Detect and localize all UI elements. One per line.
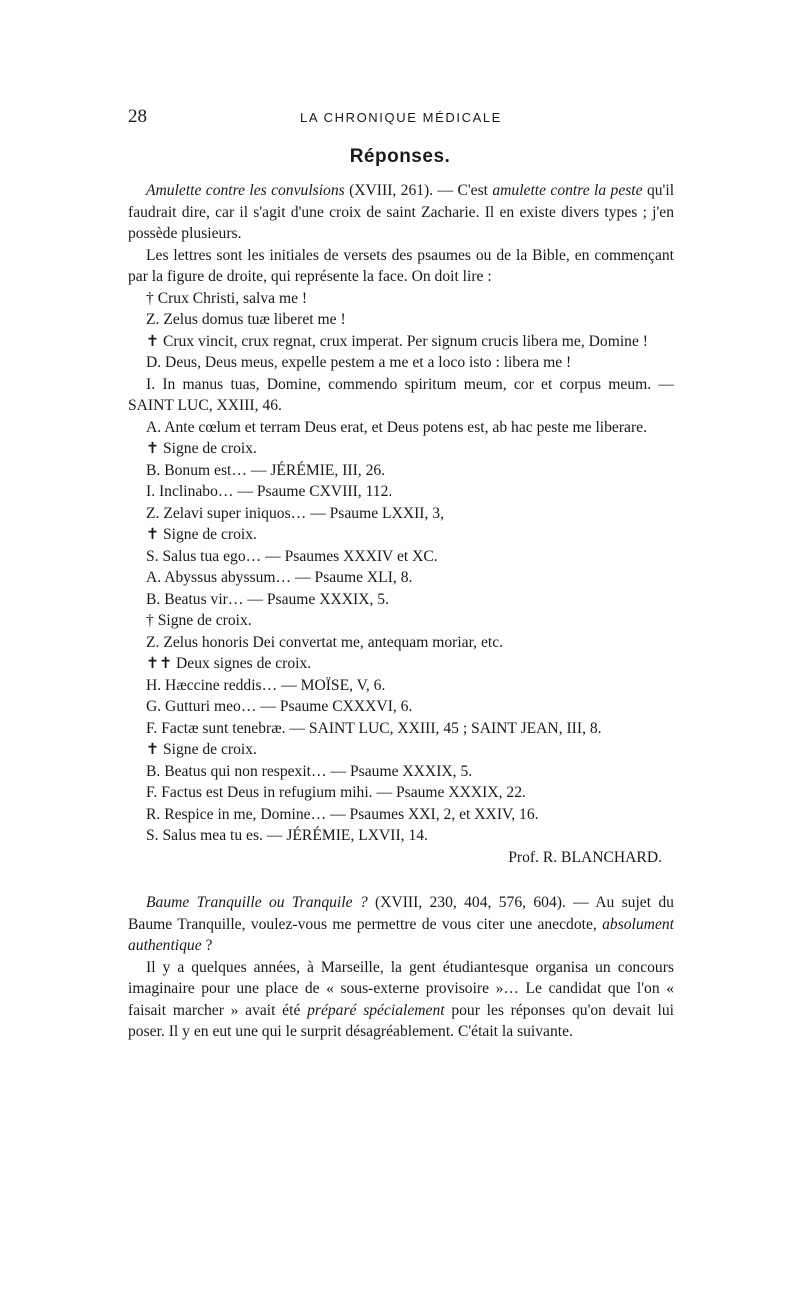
article2-intro [128,892,674,957]
verse-line: G. Gutturi meo… — Psaume CXXXVI, 6. [146,698,413,715]
verse-line: I. In manus tuas, Domine, commendo spiritum meum, cor et corpus meum. — SAINT LUC, XXIII, 46. [128,375,674,414]
verse-line: Z. Zelavi super iniquos… — Psaume LXXII, 3, [146,504,444,522]
article1-intro [128,180,674,245]
verse-line: A. Abyssus abyssum… — Psaume XLI, 8. [146,569,413,586]
verse-line: F. Factæ sunt tenebræ. — SAINT LUC, XXIII, 45 ; SAINT JEAN, III, 8. [146,719,602,737]
article2-ref-end: ? [205,937,213,954]
verse-line: A. Ante cœlum et terram Deus erat, et Deus potens est, ab hac peste me liberare. [146,418,647,436]
verse-line: ✝ Signe de croix. [146,526,257,543]
verse-line: R. Respice in me, Domine… — Psaumes XXI, 2, et XXIV, 16. [146,805,539,823]
article1-title: Amulette contre les convulsions [146,182,345,199]
verse-line: D. Deus, Deus meus, expelle pestem a me et a loco isto : libera me ! [146,354,572,371]
article-body [128,180,674,1043]
verse-line: S. Salus tua ego… — Psaumes XXXIV et XC. [146,547,438,565]
article2-para2-b: pour les réponses qu'on devait lui poser. Il y en eut une qui le surprit désagréablement. C'était la suivante. [128,1001,674,1040]
article1-ref: (XVIII, 261). — C'est [349,182,488,199]
article1-intro-rest: qu'il faudrait dire, car il s'agit d'une croix de saint Zacharie. Il en existe divers types ; j'en possède plusieurs. [128,182,675,242]
verse-line: ✝✝ Deux signes de croix. [146,655,312,672]
verse-line: ✝ Signe de croix. [146,440,257,457]
verse-line: ✝ Signe de croix. [146,741,257,758]
verse-line: † Crux Christi, salva me ! [146,289,308,307]
article-separator [128,868,674,892]
article2-para2 [128,957,674,1043]
article1-ref-italic: amulette contre la peste [492,182,643,199]
verse-list [128,288,674,847]
verse-line: B. Bonum est… — JÉRÉMIE, III, 26. [146,461,386,479]
verse-line: B. Beatus vir… — Psaume XXXIX, 5. [146,590,389,608]
article1-para2: Les lettres sont les initiales de versets des psaumes ou de la Bible, en commençant par la figure de droite, qui représente la face. On doit lire : [128,246,674,285]
verse-line: S. Salus mea tu es. — JÉRÉMIE, LXVII, 14. [146,827,428,844]
verse-line: Z. Zelus honoris Dei convertat me, antequam moriar, etc. [146,633,504,651]
verse-line: † Signe de croix. [146,612,252,629]
article2-title: Baume Tranquille ou Tranquile ? [146,894,368,911]
verse-line: ✝ Crux vincit, crux regnat, crux imperat. Per signum crucis libera me, Domine ! [146,332,648,350]
verse-line: Z. Zelus domus tuæ liberet me ! [146,311,346,328]
running-head [128,106,674,130]
verse-line: B. Beatus qui non respexit… — Psaume XXXIX, 5. [146,762,473,780]
page-number: 28 [128,106,147,127]
article2-para2-italic: préparé spécialement [307,1001,445,1019]
article2-ref-italic: absolument authentique [128,915,674,954]
article1-signature: Prof. R. BLANCHARD. [508,848,662,866]
article2-para2-a: Il y a quelques années, à Marseille, la gent étudiantesque organisa un concours imaginaire pour une place de « sous-externe provisoire »… Le candidat que l'on « faisait marcher » avait été [128,958,674,1019]
verse-line: F. Factus est Deus in refugium mihi. — Psaume XXXIX, 22. [146,784,526,801]
verse-line: H. Hæccine reddis… — MOÏSE, V, 6. [146,676,386,694]
section-title: Réponses. [349,146,451,167]
journal-title: LA CHRONIQUE MÉDICALE [300,110,502,125]
verse-line: I. Inclinabo… — Psaume CXVIII, 112. [146,483,393,500]
article2-ref: (XVIII, 230, 404, 576, 604). — Au sujet du Baume Tranquille, voulez-vous me permettre de vous citer une anecdote, [128,894,674,933]
